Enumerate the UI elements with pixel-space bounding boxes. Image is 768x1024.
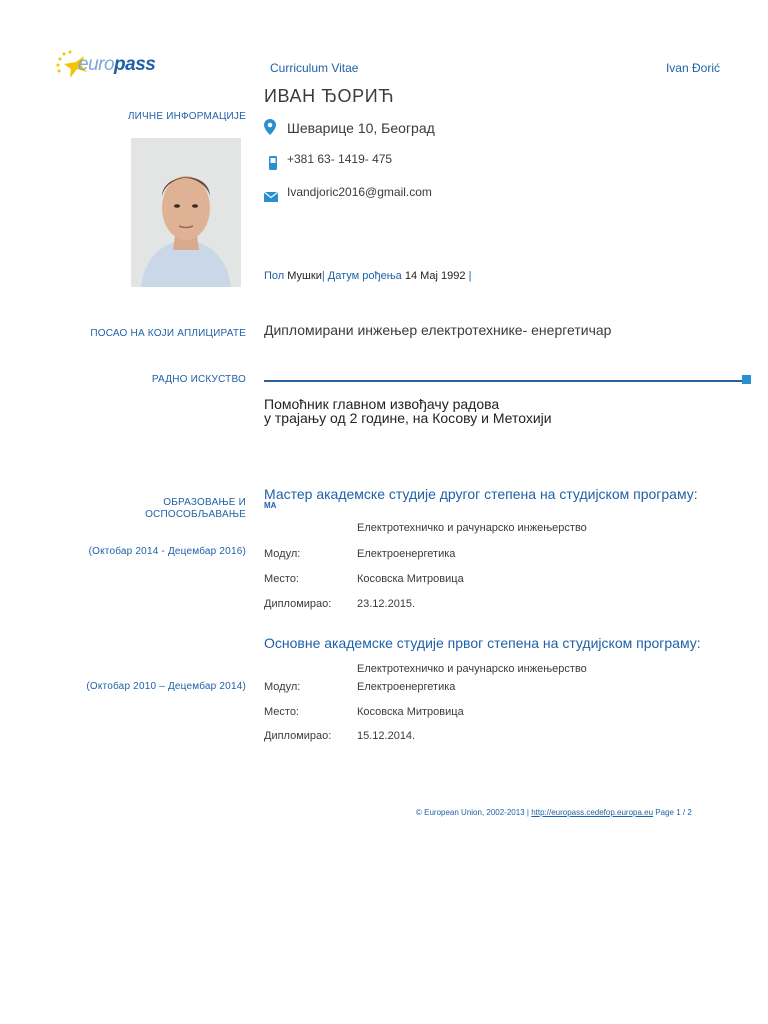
europass-wordmark xyxy=(78,54,155,76)
separator-2: | xyxy=(468,270,472,282)
education-title: Основне академске студије првог степена на студијском програму: xyxy=(264,635,701,651)
module-value: Електроенергетика xyxy=(357,681,456,693)
logo-text-euro: euro xyxy=(78,54,115,75)
footer-page-number: Page 1 / 2 xyxy=(655,808,692,817)
experience-line-1: Помоћник главном извођачу радова xyxy=(264,396,500,412)
personal-details-line xyxy=(264,270,471,282)
sex-value: Мушки xyxy=(287,270,322,282)
header-person-name: Ivan Đorić xyxy=(665,61,720,75)
email-icon xyxy=(264,189,278,207)
section-divider xyxy=(264,380,745,382)
sex-label: Пол xyxy=(264,270,285,282)
education-title: Мастер академске студије другог степена на студијском програму: xyxy=(264,486,698,502)
logo-text-pass: pass xyxy=(114,54,156,75)
education-dates: (Октобар 2014 - Децембар 2016) xyxy=(88,546,246,557)
footer-europass-link[interactable]: http://europass.cedefop.europa.eu xyxy=(531,808,654,817)
graduated-label: Дипломирао: xyxy=(264,730,332,742)
section-label-education-line-2: ОСПОСОБЉАВАЊЕ xyxy=(145,509,246,520)
email[interactable]: Ivandjoric2016@gmail.com xyxy=(287,185,432,199)
doc-title: Curriculum Vitae xyxy=(270,61,359,75)
graduated-label: Дипломирао: xyxy=(264,598,332,610)
phone: +381 63- 1419- 475 xyxy=(287,152,393,166)
place-value: Косовска Митровица xyxy=(357,573,464,585)
footer-copyright: © European Union, 2002-2013 | xyxy=(416,808,529,817)
divider-end-marker xyxy=(742,375,751,384)
place-value: Косовска Митровица xyxy=(357,706,464,718)
place-label: Место: xyxy=(264,573,299,585)
graduated-value: 23.12.2015. xyxy=(357,598,416,610)
education-program: Електротехничко и рачунарско инжењерство xyxy=(357,522,587,534)
address: Шеварице 10, Београд xyxy=(287,120,435,136)
place-label: Место: xyxy=(264,706,299,718)
education-degree-tag: MA xyxy=(264,501,277,510)
education-program: Електротехничко и рачунарско инжењерство xyxy=(357,663,587,675)
experience-line-2: у трајању од 2 године, на Косову и Метохији xyxy=(264,410,552,426)
dob-label: Датум рођења xyxy=(327,270,402,282)
section-label-education-line-1: ОБРАЗОВАЊЕ И xyxy=(163,497,246,508)
mobile-phone-icon xyxy=(268,156,278,175)
footer xyxy=(416,808,692,817)
module-label: Модул: xyxy=(264,681,301,693)
location-icon xyxy=(264,119,276,140)
module-label: Модул: xyxy=(264,548,301,560)
section-label-experience: РАДНО ИСКУСТВО xyxy=(151,374,246,385)
section-label-job: ПОСАО НА КОЈИ АПЛИЦИРАТЕ xyxy=(90,328,246,339)
module-value: Електроенергетика xyxy=(357,548,456,560)
job-applied-value: Дипломирани инжењер електротехнике- енергетичар xyxy=(264,322,612,338)
profile-photo xyxy=(131,138,241,287)
separator-1: | xyxy=(321,270,325,282)
dob-value: 14 Мај 1992 xyxy=(404,270,466,282)
graduated-value: 15.12.2014. xyxy=(357,730,416,742)
education-dates: (Октобар 2010 – Децембар 2014) xyxy=(86,681,246,692)
person-name: ИВАН ЂОРИЋ xyxy=(264,86,395,106)
section-label-personal: ЛИЧНЕ ИНФОРМАЦИЈЕ xyxy=(127,111,246,122)
